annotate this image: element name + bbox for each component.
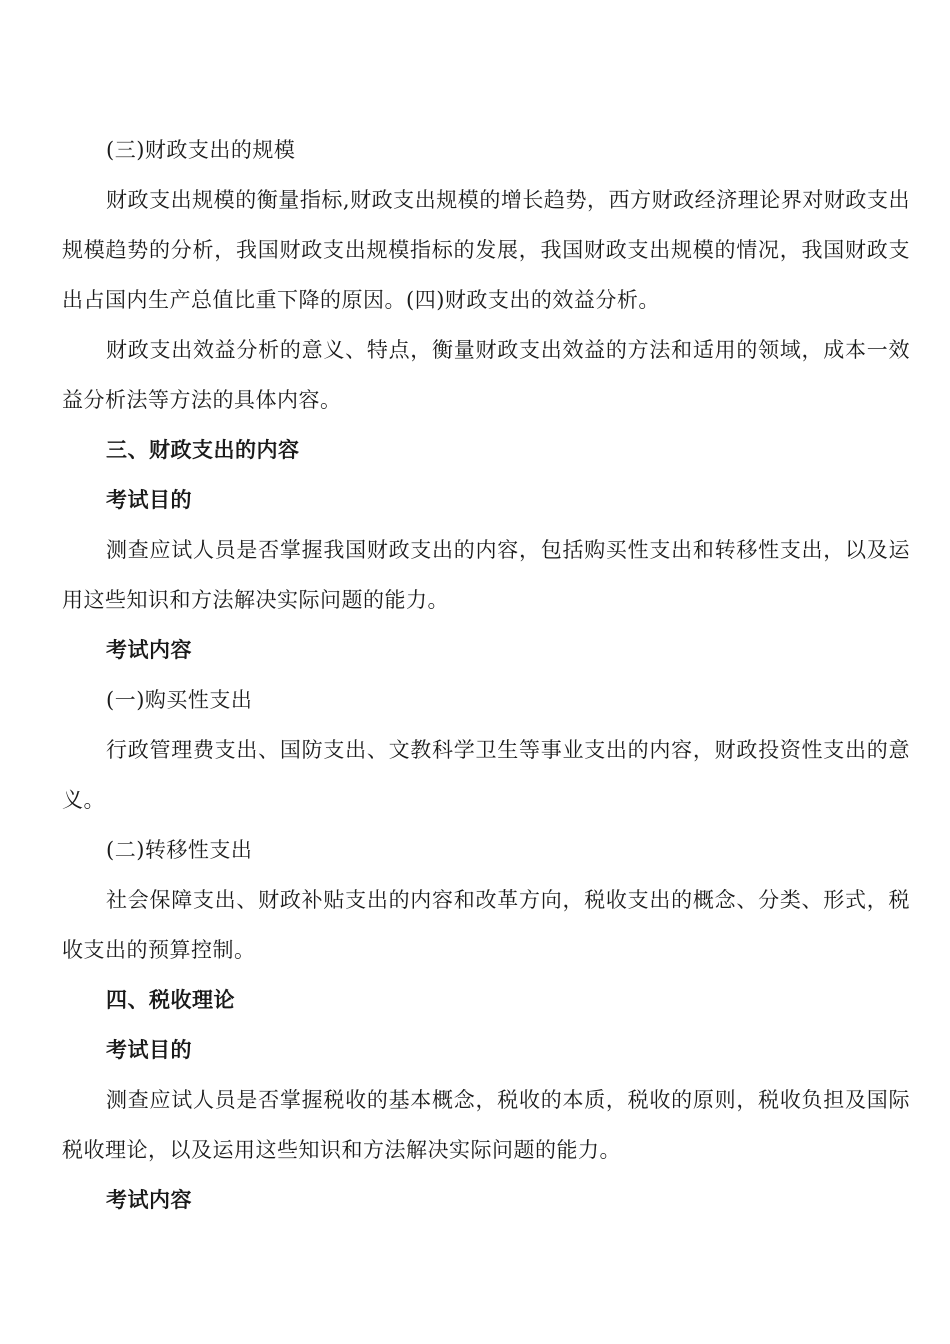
exam-purpose-heading-tax: 考试目的 (106, 1037, 192, 1062)
subsection-heading-purchase-expenditure: (一)购买性支出 (106, 688, 253, 712)
paragraph-expenditure-scale: 财政支出规模的衡量指标,财政支出规模的增长趋势，西方财政经济理论界对财政支出规模趋势的分析，我国财政支出规模指标的发展，我国财政支出规模的情况，我国财政支出占国内生产总值比重下降的原因。(四)财政支出的效益分析。 (62, 188, 910, 312)
subsection-heading-transfer-expenditure: (二)转移性支出 (106, 838, 253, 862)
paragraph-transfer-expenditure: 社会保障支出、财政补贴支出的内容和改革方向，税收支出的概念、分类、形式，税收支出的预算控制。 (62, 888, 910, 962)
section-heading-expenditure-content: 三、财政支出的内容 (106, 437, 300, 462)
exam-content-heading-tax: 考试内容 (106, 1187, 192, 1212)
document-page (62, 125, 910, 1225)
subsection-heading-expenditure-scale: (三)财政支出的规模 (106, 138, 296, 162)
paragraph-expenditure-efficiency: 财政支出效益分析的意义、特点，衡量财政支出效益的方法和适用的领域，成本一效益分析法等方法的具体内容。 (62, 338, 910, 412)
exam-content-heading: 考试内容 (106, 637, 192, 662)
paragraph-exam-purpose-tax: 测查应试人员是否掌握税收的基本概念，税收的本质，税收的原则，税收负担及国际税收理论，以及运用这些知识和方法解决实际问题的能力。 (62, 1088, 910, 1162)
paragraph-exam-purpose-expenditure: 测查应试人员是否掌握我国财政支出的内容，包括购买性支出和转移性支出，以及运用这些知识和方法解决实际问题的能力。 (62, 538, 910, 612)
exam-purpose-heading: 考试目的 (106, 487, 192, 512)
section-heading-tax-theory: 四、税收理论 (106, 987, 235, 1012)
paragraph-purchase-expenditure: 行政管理费支出、国防支出、文教科学卫生等事业支出的内容，财政投资性支出的意义。 (62, 738, 910, 812)
